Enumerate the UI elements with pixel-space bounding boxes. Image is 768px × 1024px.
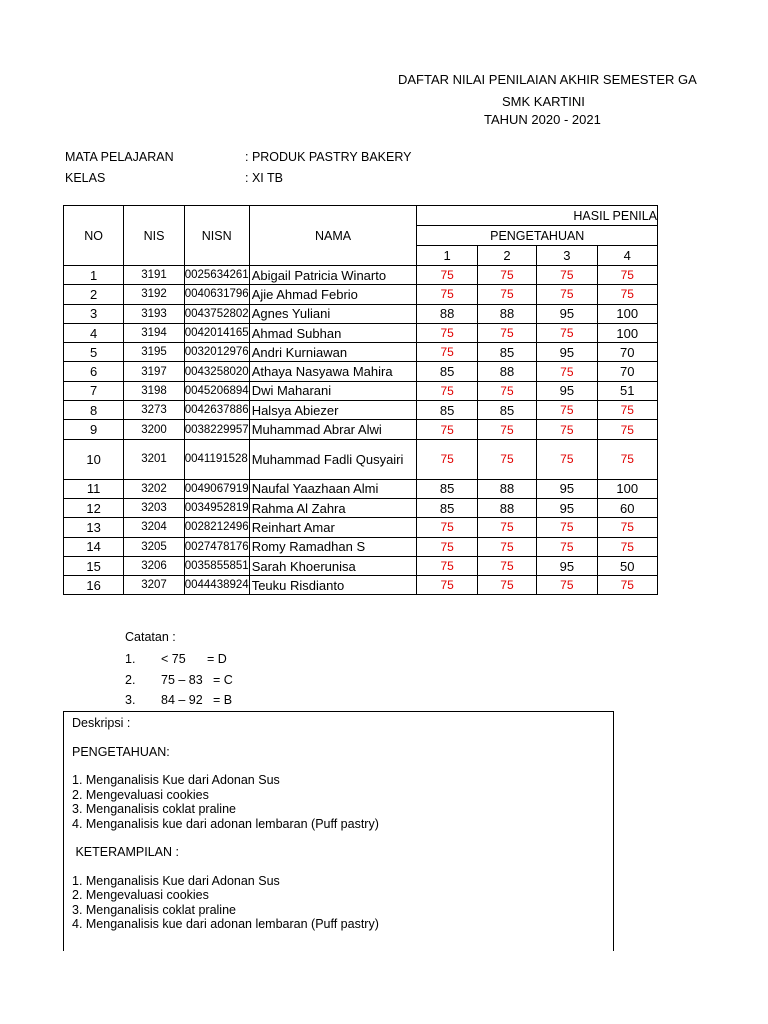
cell-score-3: 75 [537,323,597,342]
sub-col-1: 1 [417,246,477,266]
table-row [64,420,658,439]
cell-score-4: 75 [597,439,658,479]
cell-score-3: 95 [537,381,597,400]
col-pengetahuan-header: PENGETAHUAN [417,226,658,246]
cell-nama: Ajie Ahmad Febrio [249,285,417,304]
cell-score-2: 88 [477,479,536,498]
cell-score-1: 75 [417,537,477,556]
subject-value: : PRODUK PASTRY BAKERY [245,150,412,164]
cell-score-3: 95 [537,343,597,362]
cell-score-3: 75 [537,576,597,595]
table-row [64,556,658,575]
cell-nisn: 0045206894 [184,381,249,400]
cell-no: 8 [64,401,124,420]
cell-nis: 3206 [124,556,184,575]
cell-no: 10 [64,439,124,479]
cell-nisn: 0042014165 [184,323,249,342]
cell-nisn: 0040631796 [184,285,249,304]
cell-nisn: 0028212496 [184,518,249,537]
note-range: < 75 [161,652,186,666]
cell-score-1: 75 [417,439,477,479]
cell-nis: 3205 [124,537,184,556]
cell-score-2: 75 [477,266,536,285]
cell-nis: 3195 [124,343,184,362]
table-row [64,439,658,479]
cell-score-1: 85 [417,479,477,498]
cell-nama: Andri Kurniawan [249,343,417,362]
table-row [64,401,658,420]
description-box [63,711,614,951]
cell-no: 11 [64,479,124,498]
cell-score-3: 75 [537,285,597,304]
cell-score-1: 75 [417,518,477,537]
table-row [64,323,658,342]
cell-score-2: 75 [477,537,536,556]
cell-score-2: 75 [477,381,536,400]
cell-nama: Reinhart Amar [249,518,417,537]
cell-nisn: 0049067919 [184,479,249,498]
pengetahuan-title: PENGETAHUAN: [72,744,170,759]
pengetahuan-item: 2. Mengevaluasi cookies [72,787,209,802]
note-number: 2. [125,673,136,687]
description-title: Deskripsi : [72,716,131,730]
table-row [64,381,658,400]
cell-score-1: 85 [417,401,477,420]
cell-score-2: 75 [477,576,536,595]
cell-score-4: 75 [597,266,658,285]
note-grade: = C [213,673,233,687]
col-nis-header: NIS [124,206,184,266]
cell-score-3: 95 [537,498,597,517]
sub-col-3: 3 [537,246,597,266]
table-row [64,576,658,595]
cell-score-1: 75 [417,576,477,595]
table-row [64,518,658,537]
col-nisn-header: NISN [184,206,249,266]
note-grade: = D [207,652,227,666]
cell-score-2: 75 [477,518,536,537]
cell-no: 9 [64,420,124,439]
pengetahuan-item: 4. Menganalisis kue dari adonan lembaran (Puff pastry) [72,816,379,831]
cell-score-4: 70 [597,343,658,362]
note-grade: = B [213,693,233,707]
cell-score-3: 75 [537,518,597,537]
table-row [64,266,658,285]
cell-nis: 3198 [124,381,184,400]
keterampilan-title: KETERAMPILAN : [72,845,179,859]
cell-score-4: 51 [597,381,658,400]
cell-no: 5 [64,343,124,362]
cell-nis: 3200 [124,420,184,439]
class-value: : XI TB [245,171,283,185]
cell-nisn: 0032012976 [184,343,249,362]
cell-nisn: 0043258020 [184,362,249,381]
cell-nama: Sarah Khoerunisa [249,556,417,575]
cell-score-1: 75 [417,285,477,304]
cell-score-3: 75 [537,401,597,420]
cell-nama: Romy Ramadhan S [249,537,417,556]
cell-score-4: 75 [597,576,658,595]
note-item [125,673,233,687]
keterampilan-item: 2. Mengevaluasi cookies [72,888,209,902]
cell-score-4: 75 [597,537,658,556]
cell-nama: Halsya Abiezer [249,401,417,420]
cell-no: 7 [64,381,124,400]
cell-nisn: 0035855851 [184,556,249,575]
cell-nis: 3191 [124,266,184,285]
pengetahuan-item: 1. Menganalisis Kue dari Adonan Sus [72,773,280,787]
cell-nisn: 0027478176 [184,537,249,556]
cell-score-3: 75 [537,266,597,285]
cell-no: 15 [64,556,124,575]
cell-score-1: 75 [417,323,477,342]
cell-score-1: 85 [417,498,477,517]
cell-nisn: 0038229957 [184,420,249,439]
cell-score-2: 75 [477,323,536,342]
cell-no: 3 [64,304,124,323]
cell-score-1: 88 [417,304,477,323]
col-hasil-header: HASIL PENILA [417,206,658,226]
cell-nis: 3273 [124,401,184,420]
cell-nisn: 0041191528 [184,439,249,479]
cell-score-2: 75 [477,420,536,439]
cell-no: 4 [64,323,124,342]
cell-score-2: 88 [477,362,536,381]
cell-no: 13 [64,518,124,537]
cell-nis: 3197 [124,362,184,381]
note-number: 1. [125,652,136,666]
school-name: SMK KARTINI [502,94,585,109]
cell-nisn: 0043752802 [184,304,249,323]
cell-score-1: 75 [417,556,477,575]
cell-score-2: 75 [477,285,536,304]
cell-nis: 3204 [124,518,184,537]
cell-score-1: 75 [417,381,477,400]
sub-col-4: 4 [597,246,658,266]
cell-score-3: 95 [537,479,597,498]
cell-score-1: 75 [417,343,477,362]
cell-score-4: 100 [597,304,658,323]
cell-score-3: 95 [537,304,597,323]
cell-score-3: 75 [537,362,597,381]
table-row [64,362,658,381]
cell-score-2: 88 [477,304,536,323]
table-row [64,343,658,362]
cell-nama: Agnes Yuliani [249,304,417,323]
note-item [125,652,227,666]
keterampilan-item: 4. Menganalisis kue dari adonan lembaran (Puff pastry) [72,917,379,931]
cell-score-4: 75 [597,285,658,304]
col-nama-header: NAMA [249,206,417,266]
cell-nisn: 0044438924 [184,576,249,595]
cell-score-2: 85 [477,401,536,420]
cell-score-1: 75 [417,266,477,285]
note-range: 75 – 83 [161,673,203,687]
cell-score-3: 75 [537,537,597,556]
col-no-header: NO [64,206,124,266]
table-row [64,537,658,556]
table-row [64,304,658,323]
cell-no: 6 [64,362,124,381]
cell-nama: Abigail Patricia Winarto [249,266,417,285]
table-row [64,285,658,304]
cell-nama: Ahmad Subhan [249,323,417,342]
cell-nama: Athaya Nasyawa Mahira [249,362,417,381]
keterampilan-item: 1. Menganalisis Kue dari Adonan Sus [72,873,280,888]
cell-score-2: 75 [477,439,536,479]
cell-no: 12 [64,498,124,517]
cell-nama: Teuku Risdianto [249,576,417,595]
cell-score-4: 75 [597,420,658,439]
cell-score-1: 75 [417,420,477,439]
cell-nis: 3194 [124,323,184,342]
table-row [64,479,658,498]
cell-nis: 3201 [124,439,184,479]
cell-nis: 3192 [124,285,184,304]
school-year: TAHUN 2020 - 2021 [484,112,601,127]
cell-score-3: 75 [537,439,597,479]
grades-body [64,266,658,595]
cell-nis: 3202 [124,479,184,498]
cell-score-4: 60 [597,498,658,517]
cell-score-1: 85 [417,362,477,381]
cell-nama: Naufal Yaazhaan Almi [249,479,417,498]
cell-no: 14 [64,537,124,556]
cell-score-4: 100 [597,323,658,342]
cell-score-4: 100 [597,479,658,498]
cell-no: 1 [64,266,124,285]
cell-score-2: 75 [477,556,536,575]
cell-nama: Muhammad Fadli Qusyairi [249,439,417,479]
cell-score-4: 70 [597,362,658,381]
note-item [125,693,233,707]
cell-nama: Dwi Maharani [249,381,417,400]
note-range: 84 – 92 [161,693,203,707]
cell-nisn: 0042637886 [184,401,249,420]
cell-nis: 3203 [124,498,184,517]
cell-score-2: 88 [477,498,536,517]
cell-nisn: 0034952819 [184,498,249,517]
sub-col-2: 2 [477,246,536,266]
keterampilan-item: 3. Menganalisis coklat praline [72,902,236,917]
cell-score-4: 75 [597,401,658,420]
cell-nama: Rahma Al Zahra [249,498,417,517]
cell-nisn: 0025634261 [184,266,249,285]
cell-nis: 3207 [124,576,184,595]
cell-no: 2 [64,285,124,304]
pengetahuan-item: 3. Menganalisis coklat praline [72,802,236,816]
notes-title: Catatan : [125,630,176,644]
cell-nis: 3193 [124,304,184,323]
document-title: DAFTAR NILAI PENILAIAN AKHIR SEMESTER GA [398,72,697,87]
subject-label: MATA PELAJARAN [65,150,174,164]
note-number: 3. [125,693,136,707]
cell-score-4: 75 [597,518,658,537]
cell-nama: Muhammad Abrar Alwi [249,420,417,439]
table-row [64,498,658,517]
cell-no: 16 [64,576,124,595]
cell-score-3: 95 [537,556,597,575]
cell-score-2: 85 [477,343,536,362]
class-label: KELAS [65,171,106,185]
cell-score-4: 50 [597,556,658,575]
grades-table [63,205,658,595]
cell-score-3: 75 [537,420,597,439]
